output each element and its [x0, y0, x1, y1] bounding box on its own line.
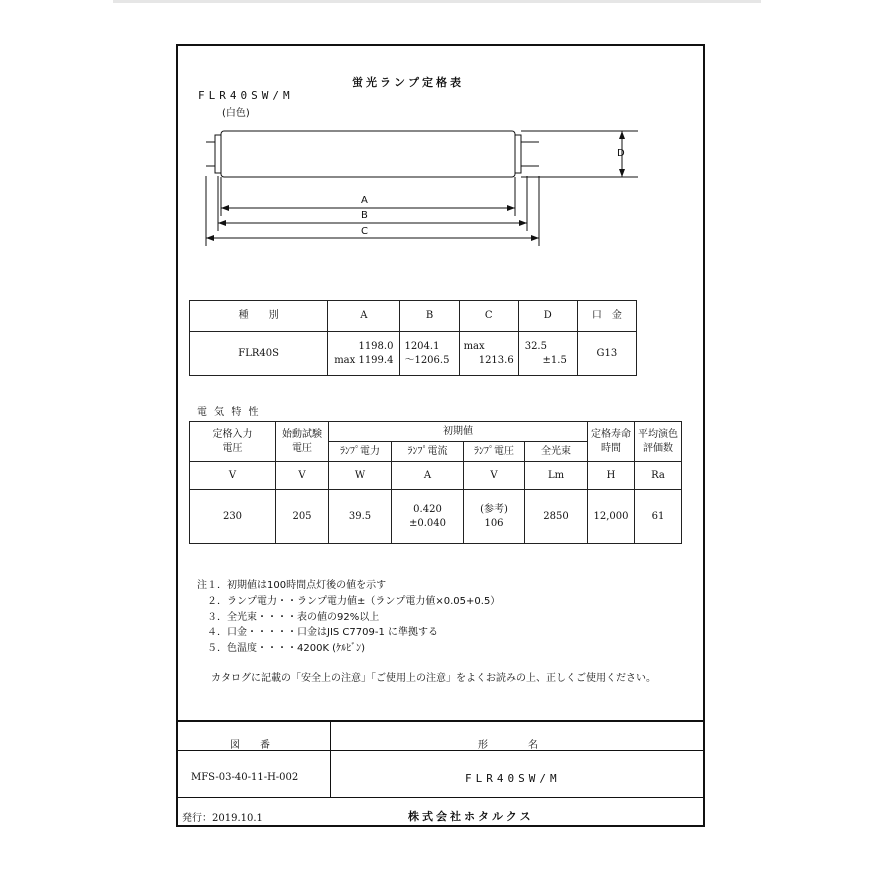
header-base: 口 金	[577, 301, 636, 332]
value-current-tolerance: ±0.040	[408, 517, 446, 529]
cell-b-value: 1204.1	[404, 340, 440, 352]
footer-issue-date: 発行：2019.10.1	[182, 813, 263, 824]
header-cri	[635, 422, 682, 462]
footer-company: 株式会社ホタルクス	[408, 810, 534, 823]
header-type: 種 別	[190, 301, 328, 332]
header-voltage: ﾗﾝﾌﾟ電圧	[464, 442, 525, 462]
electrical-table	[189, 421, 682, 544]
note-4: ４．口金・・・・・口金はJIS C7709-1 に準拠する	[207, 627, 439, 638]
unit-current: A	[392, 462, 464, 490]
value-power: 39.5	[329, 490, 392, 544]
header-life-2: 時間	[601, 442, 621, 454]
header-input-voltage-1: 定格入力	[212, 428, 253, 440]
value-current	[392, 490, 464, 544]
cell-a-value: 1198.0	[358, 340, 394, 352]
unit-voltage: V	[464, 462, 525, 490]
unit-life: H	[588, 462, 635, 490]
footer-model-name: FLR40SW/M	[465, 772, 561, 785]
footer-model-label: 形 名	[478, 740, 538, 751]
value-current-main: 0.420	[413, 503, 442, 515]
header-life-1: 定格寿命	[591, 428, 631, 440]
footer-divider	[330, 720, 331, 797]
unit-start: V	[276, 462, 329, 490]
spec-sheet	[176, 44, 705, 827]
note-2: ２．ランプ電力・・ランプ電力値±（ランプ電力値×0.05+0.5）	[207, 596, 501, 607]
header-input-voltage-2: 電圧	[222, 442, 243, 454]
value-start: 205	[276, 490, 329, 544]
cell-d-value: 32.5	[524, 340, 547, 352]
page-top-rule	[113, 0, 761, 3]
footer-drawing-no: MFS-03-40-11-H-002	[191, 772, 299, 783]
header-start-voltage-1: 始動試験	[282, 428, 322, 440]
footer-drawing-no-label: 図 番	[230, 740, 270, 751]
header-c: C	[459, 301, 518, 332]
note-1: 注１．初期値は100時間点灯後の値を示す	[197, 580, 387, 591]
cell-type: FLR40S	[190, 332, 328, 376]
cell-c-max: max	[463, 340, 485, 352]
dim-label-d: D	[617, 148, 625, 159]
cell-c	[459, 332, 518, 376]
unit-cri: Ra	[635, 462, 682, 490]
cell-d	[518, 332, 577, 376]
sheet-title: 蛍光ランプ定格表	[352, 76, 464, 89]
header-flux: 全光束	[525, 442, 588, 462]
header-cri-1: 平均演色	[638, 428, 678, 440]
lamp-tube	[221, 131, 515, 177]
value-input: 230	[190, 490, 276, 544]
unit-input: V	[190, 462, 276, 490]
header-cri-2: 評価数	[643, 442, 673, 454]
cell-b	[400, 332, 459, 376]
value-cri: 61	[635, 490, 682, 544]
cell-a	[328, 332, 400, 376]
cell-c-value: 1213.6	[478, 354, 514, 366]
dim-label-c: C	[361, 226, 368, 237]
dim-label-b: B	[361, 210, 368, 221]
caution-text: カタログに記載の「安全上の注意」「ご使用上の注意」をよくお読みの上、正しくご使用ください。	[211, 673, 656, 684]
model-code: FLR40SW/M	[198, 89, 294, 102]
value-voltage	[464, 490, 525, 544]
note-3: ３．全光束・・・・表の値の92%以上	[207, 612, 380, 623]
dim-label-a: A	[361, 195, 368, 206]
cell-a-max: max 1199.4	[334, 354, 394, 366]
header-life	[588, 422, 635, 462]
unit-power: W	[329, 462, 392, 490]
color-note: (白色)	[222, 108, 250, 119]
cell-d-tolerance: ±1.5	[542, 354, 567, 366]
header-b: B	[400, 301, 459, 332]
header-initial: 初期値	[329, 422, 588, 442]
footer-issue-rule	[178, 797, 703, 798]
footer-rule	[178, 720, 703, 722]
lamp-cap-left	[215, 135, 221, 173]
header-start-voltage-2: 電圧	[292, 442, 312, 454]
header-d: D	[518, 301, 577, 332]
value-voltage-note: (参考)	[480, 503, 508, 515]
header-power: ﾗﾝﾌﾟ電力	[329, 442, 392, 462]
header-a: A	[328, 301, 400, 332]
lamp-cap-right	[515, 135, 521, 173]
value-voltage-main: 106	[484, 517, 504, 529]
cell-b-range: ～1206.5	[404, 354, 450, 366]
unit-flux: Lm	[525, 462, 588, 490]
header-input-voltage	[190, 422, 276, 462]
cell-base: G13	[577, 332, 636, 376]
header-start-voltage	[276, 422, 329, 462]
header-current: ﾗﾝﾌﾟ電流	[392, 442, 464, 462]
note-5: ５．色温度・・・・4200K (ｹﾙﾋﾞﾝ)	[207, 643, 365, 654]
dimension-table	[189, 300, 637, 376]
electrical-heading: 電 気 特 性	[197, 407, 261, 418]
value-flux: 2850	[525, 490, 588, 544]
value-life: 12,000	[588, 490, 635, 544]
